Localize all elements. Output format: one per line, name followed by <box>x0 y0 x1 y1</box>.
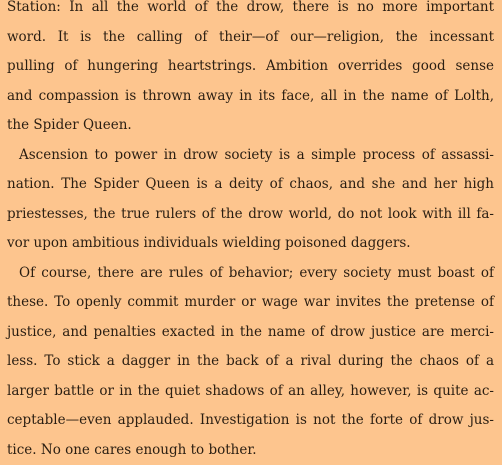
text-line: Station: In all the world of the drow, there is no more important <box>7 0 494 23</box>
paragraph-1 <box>7 0 494 141</box>
paragraph-2 <box>7 141 494 259</box>
text-line: pulling of hungering heartstrings. Ambition overrides good sense <box>7 52 494 82</box>
text-line: ceptable—even applauded. Investigation is not the forte of drow jus- <box>7 406 494 436</box>
text-line: and compassion is thrown away in its face, all in the name of Lolth, <box>7 82 494 112</box>
text-line: word. It is the calling of their—of our—religion, the incessant <box>7 23 494 53</box>
text-line: tice. No one cares enough to bother. <box>7 436 494 465</box>
text-line: these. To openly commit murder or wage war invites the pretense of <box>7 288 494 318</box>
text-line: Of course, there are rules of behavior; every society must boast of <box>7 259 494 289</box>
paragraph-3 <box>7 259 494 465</box>
text-line: vor upon ambitious individuals wielding poisoned daggers. <box>7 229 494 259</box>
text-line: justice, and penalties exacted in the name of drow justice are merci- <box>7 318 494 348</box>
text-line: nation. The Spider Queen is a deity of chaos, and she and her high <box>7 170 494 200</box>
text-line: priestesses, the true rulers of the drow world, do not look with ill fa- <box>7 200 494 230</box>
text-line: Ascension to power in drow society is a simple process of assassi- <box>7 141 494 171</box>
text-line: the Spider Queen. <box>7 111 494 141</box>
text-line: larger battle or in the quiet shadows of an alley, however, is quite ac- <box>7 377 494 407</box>
text-line: less. To stick a dagger in the back of a rival during the chaos of a <box>7 347 494 377</box>
